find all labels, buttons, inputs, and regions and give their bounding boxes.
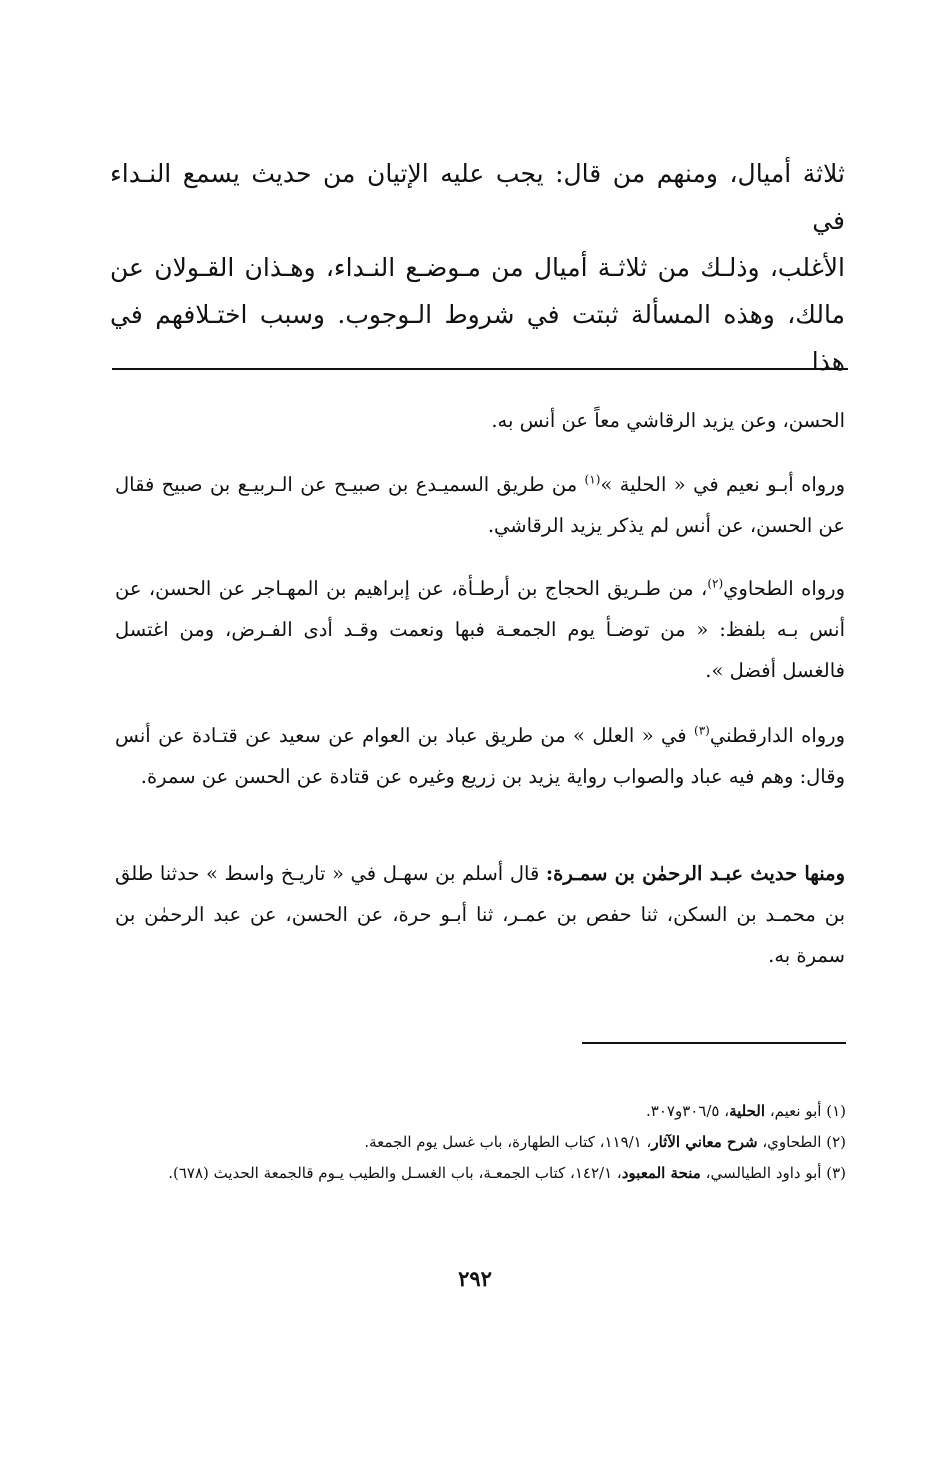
book-title: منحة المعبود [621,1164,701,1182]
text-run: أبو نعيم، [765,1102,827,1120]
main-text-line: ثلاثة أميال، ومنهم من قال: يجب عليه الإتيان من حديث يسمع النـداء في [110,159,845,235]
book-title: الحلية [729,1102,766,1120]
paragraph-text [115,568,845,691]
footnote [120,1127,846,1158]
text-run: ورواه الدارقطني [709,724,845,747]
text-run: ورواه أبـو نعيم في « الحلية » [600,473,845,496]
commentary-paragraph [115,464,845,546]
hadith-heading: ومنها حديث عبـد الرحمٰن بن سمـرة: [545,862,846,885]
footnote [120,1158,846,1189]
text-run: في « العلل » من طريق عباد بن العوام عن سعيد عن قتـادة عن أنس وقال: وهم فيه عباد والصواب رواية يزيد بن زريع وغيره عن قتادة عن الحسن عن سمرة. [115,724,845,788]
footnote-number: (٢) [826,1133,846,1151]
footnote-ref: (١) [584,472,601,487]
main-text-line: الأغلب، وذلـك من ثلاثـة أميال من مـوضـع النـداء، وهـذان القـولان عن [110,253,845,282]
commentary-paragraph [115,715,845,797]
book-title: شرح معاني الآثار [651,1133,758,1151]
main-text-line: مالك، وهذه المسألة ثبتت في شروط الـوجوب. وسبب اختـلافهم في هذا [110,300,845,376]
text-run: ، ٣٠٦/٥و٣٠٧. [645,1102,730,1120]
paragraph-text: الحسن، وعن يزيد الرقاشي معاً عن أنس به. [491,409,845,432]
section-divider [112,368,848,370]
text-run: قال أسلم بن سهـل في « تاريـخ واسط » حدثنا طلق بن محمـد بن السكن، ثنا حفص بن عمـر، ثنا أبـو حرة، عن الحسن، عن عبد الرحمٰن بن سمرة به. [115,862,845,967]
commentary-paragraph [115,853,845,976]
footnote-ref: (٣) [694,723,710,738]
text-run: ، ١١٩/١، كتاب الطهارة، باب غسل يوم الجمعة. [364,1133,652,1151]
text-run: الطحاوي، [757,1133,827,1151]
text-run: ، من طـريق الحجاج بن أرطـأة، عن إبراهيم بن المهـاجر عن الحسن، عن أنس بـه بلفظ: « من توضـأ يوم الجمعـة فبها ونعمت وقـد أدى الفـرض، ومن اغتسل فالغسل أفضل ». [115,577,845,682]
footnote-number: (٣) [826,1164,846,1182]
text-run: أبو داود الطيالسي، [700,1164,827,1182]
footnote-ref: (٢) [707,576,724,591]
footnotes-block [120,1096,846,1189]
paragraph-text [115,464,845,546]
footnote [120,1096,846,1127]
text-run: ورواه الطحاوي [723,577,845,600]
paragraph-text [115,715,845,797]
page-number: ٢٩٢ [458,1266,492,1291]
footnote-number: (١) [826,1102,846,1120]
commentary-paragraph [115,568,845,691]
footnote-divider [582,1042,846,1044]
text-run: ، ١٤٢/١، كتاب الجمعـة، باب الغسـل والطيب يـوم قالجمعة الحديث (٦٧٨). [168,1164,622,1182]
paragraph-text [115,853,845,976]
text-run: من طريق السميـدع بن صبيـح عن الـربيـع بن صبيح فقال عن الحسن، عن أنس لم يذكر يزيد الرقاشي. [115,473,845,537]
commentary-paragraph [115,400,845,441]
main-text-block [110,150,845,385]
